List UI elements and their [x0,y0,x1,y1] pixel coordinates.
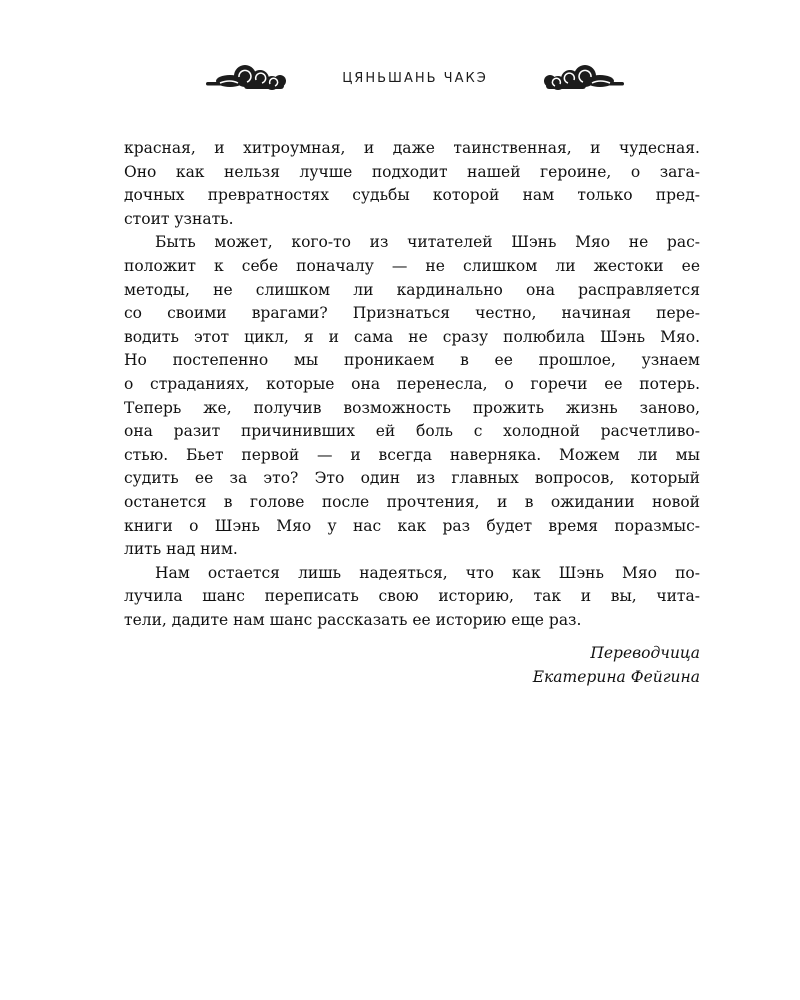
translator-signature [400,641,700,689]
text-line: стью. Бьет первой — и всегда наверняка. Можем ли мы [124,445,700,464]
text-line: Теперь же, получив возможность прожить жизнь заново, [124,398,700,417]
paragraph-first-line: Быть может, кого-то из читателей Шэнь Мяо не рас- [155,233,700,252]
text-line: о страданиях, которые она перенесла, о горечи ее потерь. [124,374,700,393]
paragraph-first-line: Нам остается лишь надеяться, что как Шэнь Мяо по- [155,563,700,582]
text-line: тели, дадите нам шанс рассказать ее историю еще раз. [124,610,582,629]
text-line: стоит узнать. [124,209,234,228]
text-line: Но постепенно мы проникаем в ее прошлое, узнаем [124,351,700,370]
text-line: дочных превратностях судьбы которой нам только пред- [124,186,700,205]
cloud-ornament-right-icon [530,64,630,94]
text-line: лить над ним. [124,540,238,559]
text-line: книги о Шэнь Мяо у нас как раз будет время поразмыс- [124,516,700,535]
text-line: судить ее за это? Это один из главных вопросов, который [124,469,700,488]
text-line: Оно как нельзя лучше подходит нашей героине, о зага- [124,162,700,181]
text-line: со своими врагами? Признаться честно, начиная пере- [124,304,700,323]
text-line: положит к себе поначалу — не слишком ли жестоки ее [124,256,700,275]
text-line: она разит причинивших ей боль с холодной расчетливо- [124,422,700,441]
text-line: методы, не слишком ли кардинально она расправляется [124,280,700,299]
running-header-title: ЦЯНЬШАНЬ ЧАКЭ [342,71,488,86]
text-line: красная, и хитроумная, и даже таинственная, и чудесная. [124,139,700,157]
running-header [0,64,800,98]
text-line: лучила шанс переписать свою историю, так и вы, чита- [124,587,700,606]
text-line: останется в голове после прочтения, и в ожидании новой [124,492,700,511]
text-line: водить этот цикл, я и сама не сразу полюбила Шэнь Мяо. [124,327,700,346]
signature-name: Екатерина Фейгина [532,668,700,686]
cloud-ornament-left-icon [200,64,300,94]
signature-role: Переводчица [590,644,700,662]
body-text [124,137,700,632]
